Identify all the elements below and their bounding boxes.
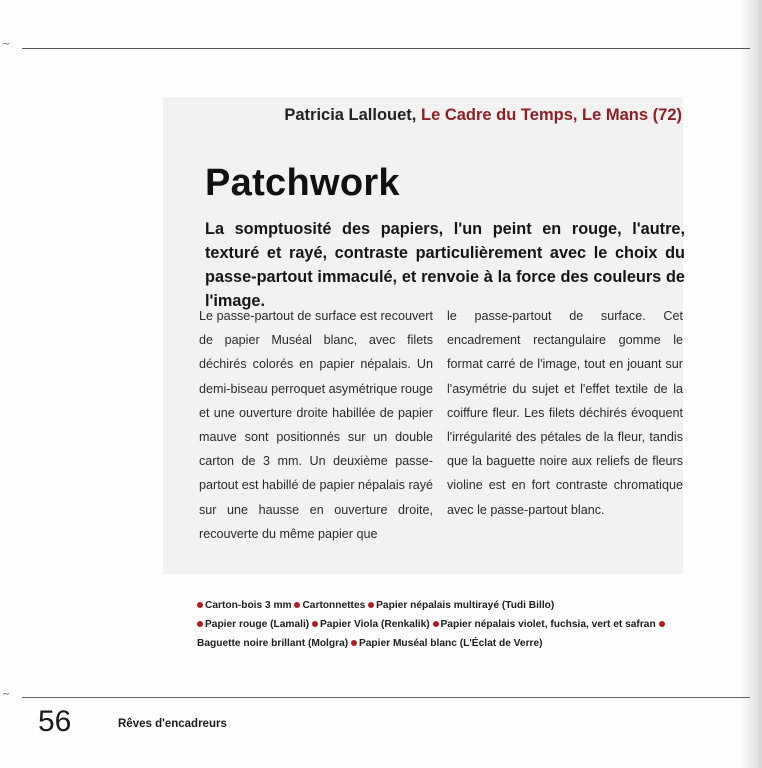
material-item: Baguette noire brillant (Molgra) (197, 638, 349, 649)
material-item: Papier Viola (Renkalik) (320, 619, 430, 630)
page-number: 56 (38, 705, 72, 738)
bullet-dot-icon (197, 602, 203, 608)
body-text-right: le passe-partout de surface. Cet encadrement rectangulaire gomme le format carré de l'image, tout en jouant sur l'asymétrie du sujet et l'effet textile de la coiffure fleur. Les filets déchirés évoquent l'irrégularité des pétales de la fleur, tandis que la baguette noire aux reliefs de fleurs violine est en fort contraste chromatique avec le passe-partout blanc. (447, 309, 683, 517)
crop-mark-bottom: ~ (2, 689, 11, 700)
material-item: Papier népalais violet, fuchsia, vert et safran (440, 619, 656, 630)
lede-paragraph: La somptuosité des papiers, l'un peint en rouge, l'autre, texturé et rayé, contraste particulièrement avec le choix du passe-partout immaculé, et renvoie à la force des couleurs de l'image. (205, 220, 685, 310)
running-footer-title: Rêves d'encadreurs (118, 718, 227, 730)
bullet-dot-icon (659, 621, 665, 627)
material-item: Papier Muséal blanc (L'Éclat de Verre) (358, 638, 543, 649)
body-column-right (447, 304, 683, 522)
body-text-left: Le passe-partout de surface est recouvert de papier Muséal blanc, avec filets déchirés colorés en papier népalais. Un demi-biseau perroquet asymétrique rouge et une ouverture droite habillée de papier mauve sont positionnés sur un double carton de 3 mm. Un deuxième passe-partout est habillé de papier népalais rayé sur une hausse en ouverture droite, recouverte du même papier que (199, 309, 433, 541)
material-item: Carton-bois 3 mm (205, 600, 292, 611)
bottom-rule (22, 697, 750, 698)
materials-line (197, 596, 677, 615)
material-item: Papier rouge (Lamali) (205, 619, 310, 630)
bullet-dot-icon (197, 621, 203, 627)
materials-block (197, 615, 677, 653)
crop-mark-top: ~ (2, 39, 11, 50)
byline-author: Patricia Lallouet, (284, 106, 417, 124)
material-item: Cartonnettes (302, 600, 366, 611)
top-rule (22, 48, 750, 49)
byline-place: Le Cadre du Temps, Le Mans (72) (420, 106, 682, 124)
bullet-dot-icon (433, 621, 439, 627)
bullet-dot-icon (312, 621, 318, 627)
binding-shadow (742, 0, 762, 768)
body-column-left (199, 304, 433, 546)
materials-list (197, 596, 677, 653)
material-item: Papier népalais multirayé (Tudi Billo) (376, 600, 555, 611)
article-title: Patchwork (205, 162, 400, 204)
bullet-dot-icon (294, 602, 300, 608)
byline (284, 106, 682, 125)
bullet-dot-icon (368, 602, 374, 608)
bullet-dot-icon (351, 640, 357, 646)
